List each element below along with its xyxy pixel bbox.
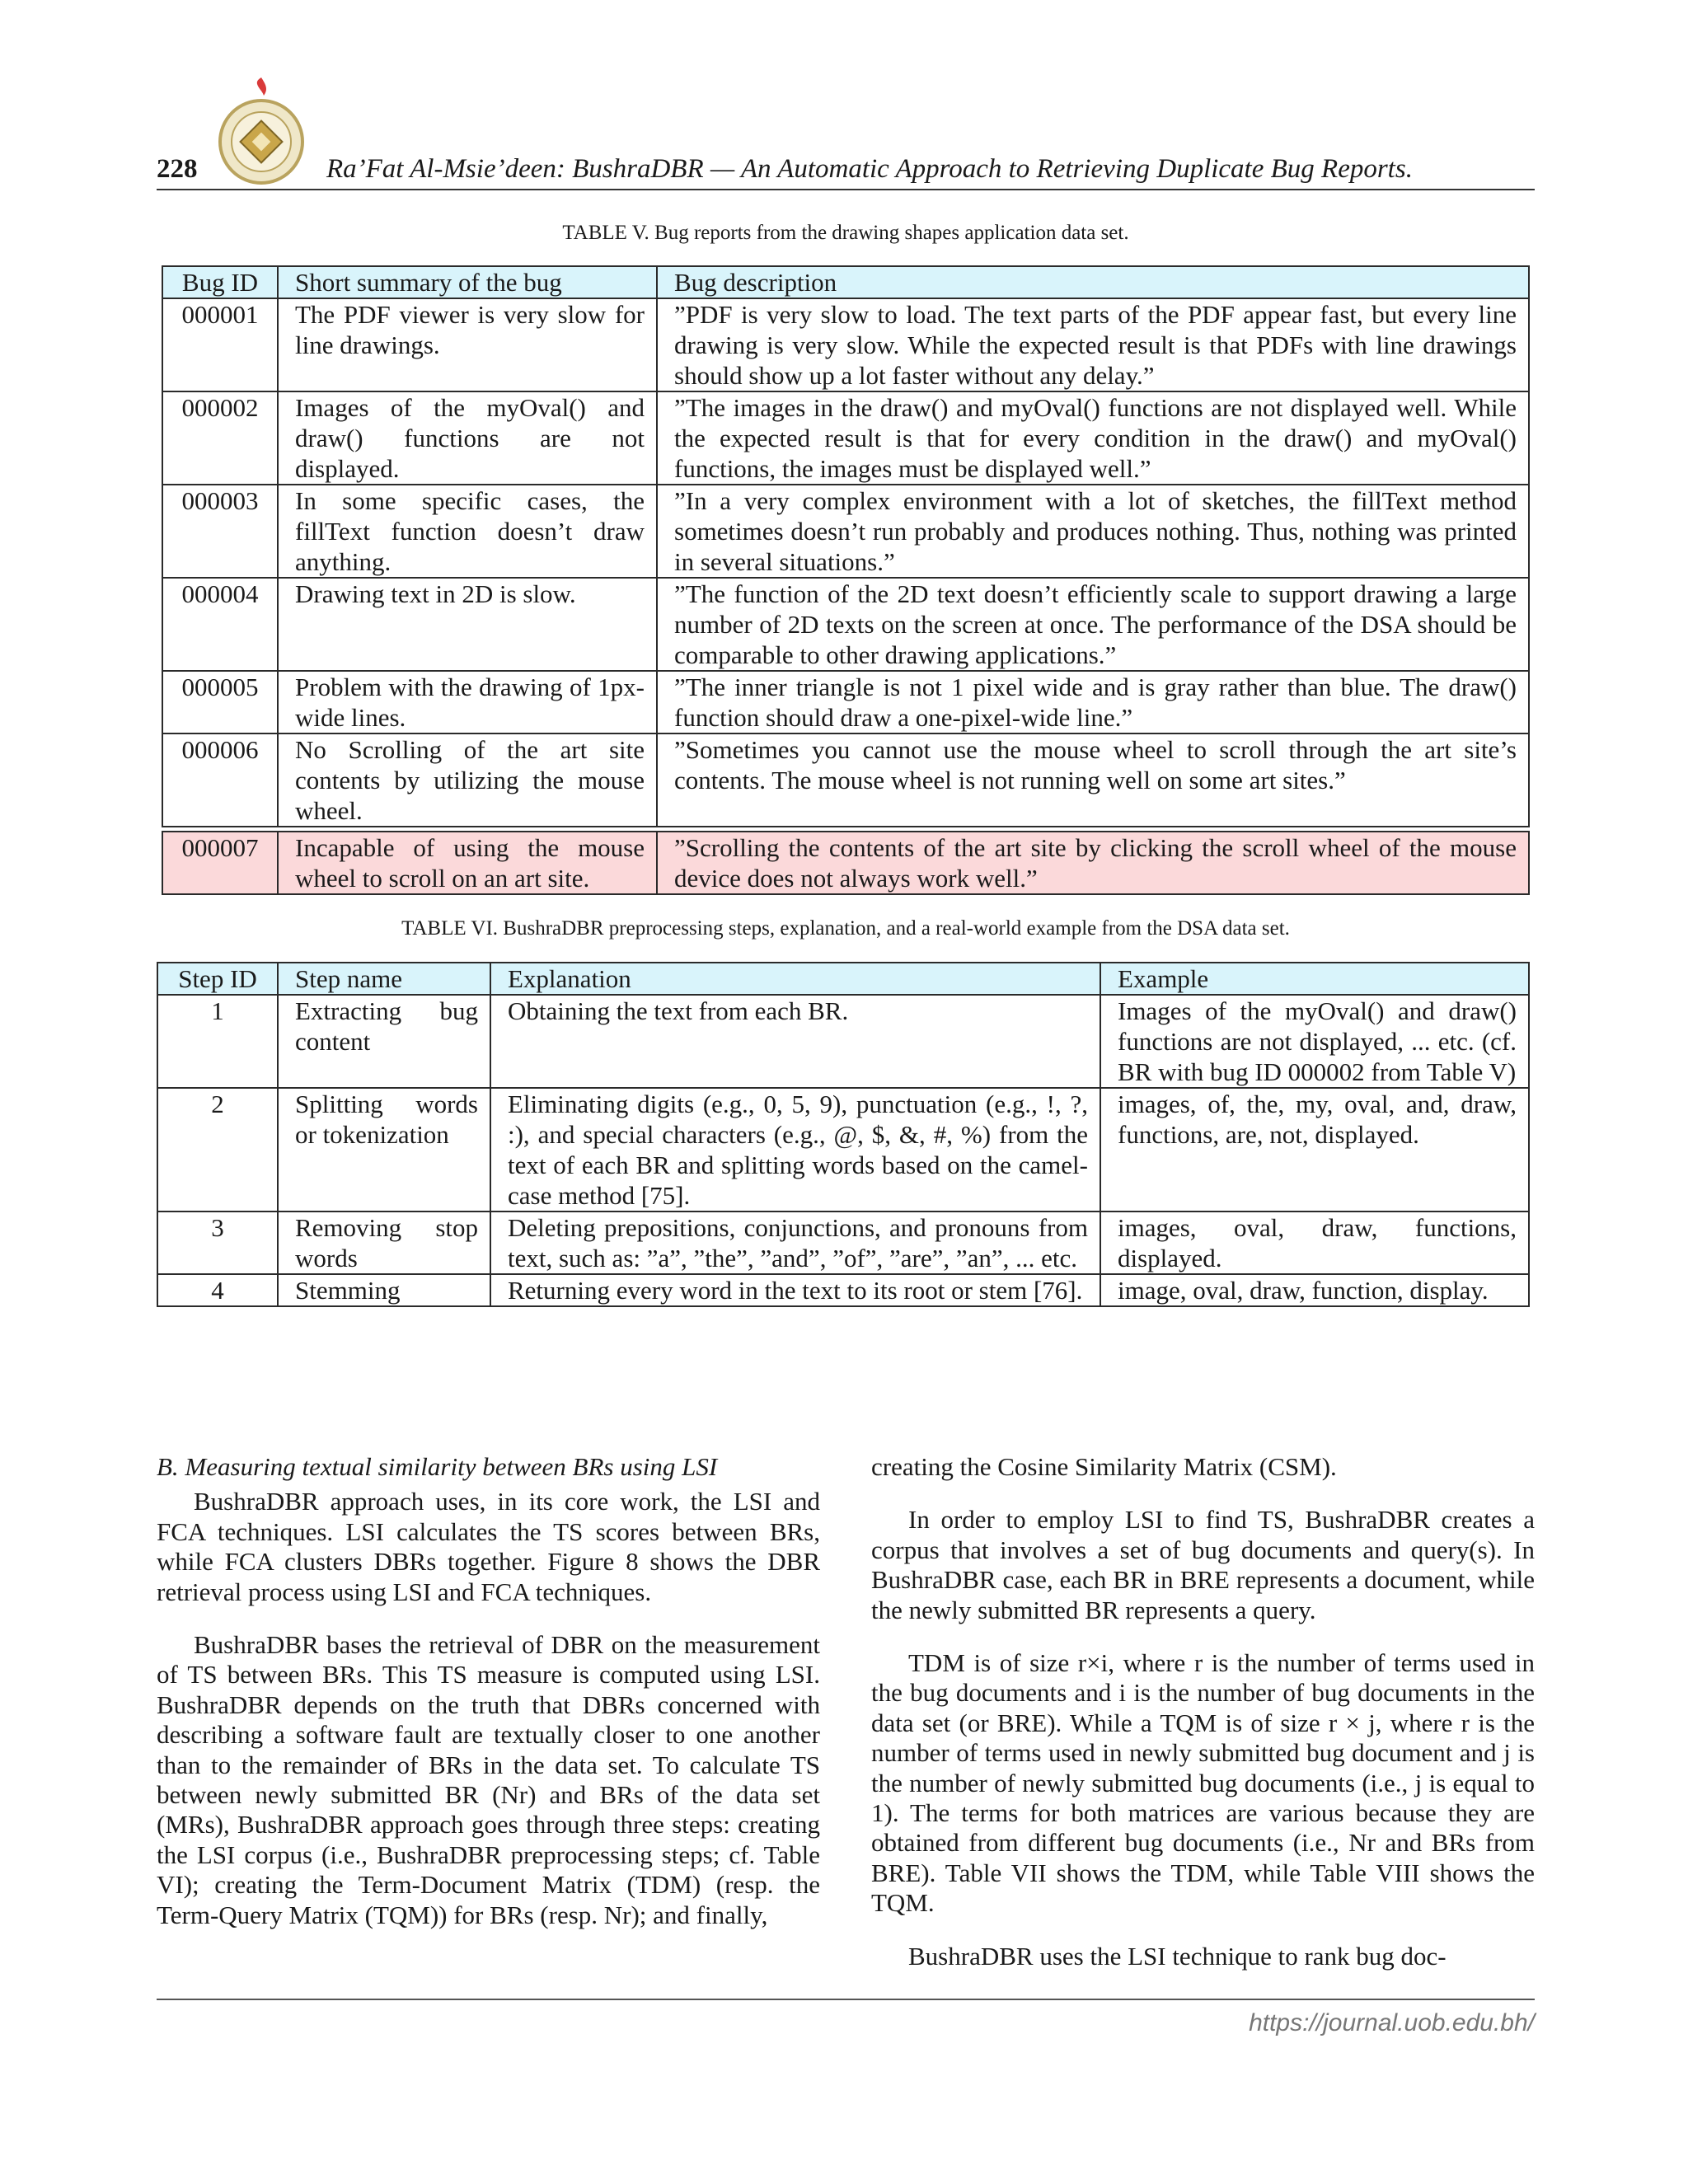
table-row xyxy=(162,578,1529,671)
right-column xyxy=(871,1452,1535,1994)
column-header: Step name xyxy=(278,963,490,995)
university-seal-logo xyxy=(216,74,307,190)
table-vi xyxy=(157,962,1530,1307)
summary-cell: Incapable of using the mouse wheel to scroll on an art site. xyxy=(278,832,657,894)
table-row xyxy=(157,1274,1529,1306)
table-vi-caption: TABLE VI. BushraDBR preprocessing steps, explanation, and a real-world example from the DSA data set. xyxy=(401,917,1290,940)
step-id-cell: 1 xyxy=(157,995,278,1088)
explanation-cell: Eliminating digits (e.g., 0, 5, 9), punctuation (e.g., !, ?, :), and special characters (e.g., @, $, &, #, %) from the text of each BR and splitting words based on the camel-case method [75]. xyxy=(490,1088,1100,1212)
step-name-cell: Extracting bug content xyxy=(278,995,490,1088)
table-row xyxy=(162,733,1529,827)
page-number: 228 xyxy=(157,154,198,184)
body-paragraph: BushraDBR uses the LSI technique to rank bug doc- xyxy=(908,1941,1447,1971)
table-header-row xyxy=(162,266,1529,298)
table-row xyxy=(157,1212,1529,1274)
column-header: Example xyxy=(1100,963,1529,995)
column-header: Bug description xyxy=(657,266,1529,298)
description-cell: ”PDF is very slow to load. The text parts of the PDF appear fast, but every line drawing is very slow. While the expected result is that PDFs with line drawings should show up a lot faster without any delay.” xyxy=(657,298,1529,391)
running-title: Ra’Fat Al-Msie’deen: BushraDBR — An Automatic Approach to Retrieving Duplicate Bug Reports. xyxy=(326,154,1413,184)
body-paragraph: BushraDBR bases the retrieval of DBR on the measurement of TS between BRs. This TS measure is computed using LSI. BushraDBR depends on the truth that DBRs concerned with describing a software fault are textually closer to one another than to the remainder of BRs in the data set. To calculate TS between newly submitted BR (Nr) and BRs of the data set (MRs), BushraDBR approach goes through three steps: creating the LSI corpus (i.e., BushraDBR preprocessing steps; cf. Table VI); creating the Term-Document Matrix (TDM) (resp. the Term-Query Matrix (TQM)) for BRs (resp. Nr); and finally, xyxy=(157,1630,820,1929)
summary-cell: The PDF viewer is very slow for line drawings. xyxy=(278,298,657,391)
example-cell: images, oval, draw, functions, displayed. xyxy=(1100,1212,1529,1274)
step-name-cell: Stemming xyxy=(278,1274,490,1306)
body-paragraph: creating the Cosine Similarity Matrix (CSM). xyxy=(871,1452,1337,1481)
bug-id-cell: 000005 xyxy=(162,671,278,733)
summary-cell: No Scrolling of the art site contents by utilizing the mouse wheel. xyxy=(278,733,657,827)
example-cell: images, of, the, my, oval, and, draw, functions, are, not, displayed. xyxy=(1100,1088,1529,1212)
summary-cell: Images of the myOval() and draw() functions are not displayed. xyxy=(278,391,657,485)
highlighted-table-row xyxy=(162,832,1529,894)
bug-id-cell: 000003 xyxy=(162,485,278,578)
summary-cell: Problem with the drawing of 1px-wide lines. xyxy=(278,671,657,733)
bug-id-cell: 000007 xyxy=(162,832,278,894)
explanation-cell: Returning every word in the text to its root or stem [76]. xyxy=(490,1274,1100,1306)
explanation-cell: Obtaining the text from each BR. xyxy=(490,995,1100,1088)
summary-cell: In some specific cases, the fillText function doesn’t draw anything. xyxy=(278,485,657,578)
step-id-cell: 4 xyxy=(157,1274,278,1306)
footer-url[interactable]: https://journal.uob.edu.bh/ xyxy=(1249,2009,1535,2036)
left-column xyxy=(157,1452,820,1953)
body-paragraph: In order to employ LSI to find TS, BushraDBR creates a corpus that involves a set of bug documents and query(s). In BushraDBR case, each BR in BRE represents a document, while the newly submitted BR represents a query. xyxy=(871,1505,1535,1624)
step-id-cell: 3 xyxy=(157,1212,278,1274)
footer-rule xyxy=(157,1999,1535,2000)
step-name-cell: Splitting words or tokenization xyxy=(278,1088,490,1212)
description-cell: ”The images in the draw() and myOval() functions are not displayed well. While the expected result is that for every condition in the draw() and myOval() functions, the images must be displayed well.” xyxy=(657,391,1529,485)
description-cell: ”Sometimes you cannot use the mouse wheel to scroll through the art site’s contents. The mouse wheel is not running well on some art sites.” xyxy=(657,733,1529,827)
table-row xyxy=(162,391,1529,485)
table-header-row xyxy=(157,963,1529,995)
description-cell: ”Scrolling the contents of the art site by clicking the scroll wheel of the mouse device does not always work well.” xyxy=(657,832,1529,894)
table-row xyxy=(162,298,1529,391)
column-header: Bug ID xyxy=(162,266,278,298)
table-row xyxy=(157,995,1529,1088)
step-id-cell: 2 xyxy=(157,1088,278,1212)
bug-id-cell: 000004 xyxy=(162,578,278,671)
bug-id-cell: 000002 xyxy=(162,391,278,485)
example-cell: image, oval, draw, function, display. xyxy=(1100,1274,1529,1306)
step-name-cell: Removing stop words xyxy=(278,1212,490,1274)
table-v xyxy=(162,265,1530,895)
table-row xyxy=(162,671,1529,733)
bug-id-cell: 000006 xyxy=(162,733,278,827)
table-row xyxy=(157,1088,1529,1212)
column-header: Step ID xyxy=(157,963,278,995)
body-paragraph: BushraDBR approach uses, in its core work, the LSI and FCA techniques. LSI calculates the TS scores between BRs, while FCA clusters DBRs together. Figure 8 shows the DBR retrieval process using LSI and FCA techniques. xyxy=(157,1487,820,1606)
section-heading: B. Measuring textual similarity between BRs using LSI xyxy=(157,1452,718,1481)
table-row xyxy=(162,485,1529,578)
example-cell: Images of the myOval() and draw() functions are not displayed, ... etc. (cf. BR with bug ID 000002 from Table V) xyxy=(1100,995,1529,1088)
column-header: Short summary of the bug xyxy=(278,266,657,298)
header-rule xyxy=(157,189,1535,190)
column-header: Explanation xyxy=(490,963,1100,995)
summary-cell: Drawing text in 2D is slow. xyxy=(278,578,657,671)
description-cell: ”In a very complex environment with a lot of sketches, the fillText method sometimes doesn’t run probably and produces nothing. Thus, nothing was printed in several situations.” xyxy=(657,485,1529,578)
explanation-cell: Deleting prepositions, conjunctions, and pronouns from text, such as: ”a”, ”the”, ”and”, ”of”, ”are”, ”an”, ... etc. xyxy=(490,1212,1100,1274)
description-cell: ”The function of the 2D text doesn’t efficiently scale to support drawing a large number of 2D texts on the screen at once. The performance of the DSA should be comparable to other drawing applications.” xyxy=(657,578,1529,671)
table-v-caption: TABLE V. Bug reports from the drawing shapes application data set. xyxy=(562,222,1129,244)
bug-id-cell: 000001 xyxy=(162,298,278,391)
description-cell: ”The inner triangle is not 1 pixel wide and is gray rather than blue. The draw() function should draw a one-pixel-wide line.” xyxy=(657,671,1529,733)
body-paragraph: TDM is of size r×i, where r is the number of terms used in the bug documents and i is the number of bug documents in the data set (or BRE). While a TQM is of size r × j, where r is the number of terms used in newly submitted bug document and j is the number of newly submitted bug documents (i.e., j is equal to 1). The terms for both matrices are various because they are obtained from different bug documents (i.e., Nr and BRs from BRE). Table VII shows the TDM, while Table VIII shows the TQM. xyxy=(871,1648,1535,1918)
